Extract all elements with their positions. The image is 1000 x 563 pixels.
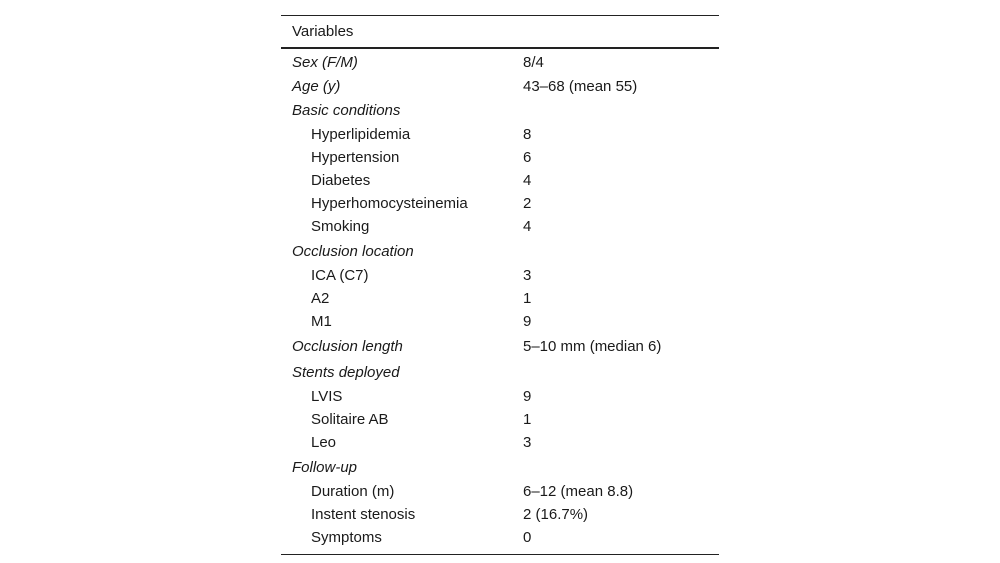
row-value: 3 xyxy=(523,267,532,284)
section-label: Follow-up xyxy=(292,459,358,476)
row-label: Occlusion length xyxy=(292,338,403,355)
section-label: Occlusion location xyxy=(292,243,414,260)
row-label: Hyperlipidemia xyxy=(311,126,411,143)
row-instent-stenosis xyxy=(281,503,719,526)
row-label: Leo xyxy=(311,434,337,451)
section-occlusion-location xyxy=(281,240,719,264)
section-label: Stents deployed xyxy=(292,364,400,381)
table-bottom-rule xyxy=(281,554,719,555)
row-value: 1 xyxy=(523,411,532,428)
row-value: 2 (16.7%) xyxy=(523,506,589,523)
row-value: 4 xyxy=(523,218,532,235)
row-leo xyxy=(281,431,719,454)
row-hypertension xyxy=(281,146,719,169)
row-solitaire xyxy=(281,408,719,431)
row-value: 8/4 xyxy=(523,54,544,71)
section-stents-deployed xyxy=(281,361,719,385)
row-value: 6–12 (mean 8.8) xyxy=(523,483,634,500)
row-m1 xyxy=(281,310,719,333)
row-value: 1 xyxy=(523,290,532,307)
header-variables: Variables xyxy=(292,23,354,40)
row-ica xyxy=(281,264,719,287)
row-label: Symptoms xyxy=(311,529,382,546)
row-label: Hypertension xyxy=(311,149,400,166)
row-a2 xyxy=(281,287,719,310)
row-value: 3 xyxy=(523,434,532,451)
row-value: 43–68 (mean 55) xyxy=(523,78,638,95)
row-symptoms xyxy=(281,526,719,549)
row-label: Instent stenosis xyxy=(311,506,416,523)
row-label: Diabetes xyxy=(311,172,371,189)
row-value: 9 xyxy=(523,313,532,330)
row-lvis xyxy=(281,385,719,408)
row-sex xyxy=(281,51,719,75)
row-age xyxy=(281,75,719,99)
row-label: Hyperhomocysteinemia xyxy=(311,195,468,212)
row-label: M1 xyxy=(311,313,332,330)
variables-table xyxy=(281,15,719,555)
row-value: 6 xyxy=(523,149,532,166)
section-follow-up xyxy=(281,456,719,480)
row-hyperlipidemia xyxy=(281,123,719,146)
row-label: A2 xyxy=(311,290,330,307)
row-label: Duration (m) xyxy=(311,483,395,500)
row-hyperhomocysteinemia xyxy=(281,192,719,215)
row-label: Age (y) xyxy=(292,78,341,95)
row-label: ICA (C7) xyxy=(311,267,369,284)
row-label: Sex (F/M) xyxy=(292,54,358,71)
row-value: 4 xyxy=(523,172,532,189)
row-occlusion-length xyxy=(281,335,719,359)
row-diabetes xyxy=(281,169,719,192)
row-value: 5–10 mm (median 6) xyxy=(523,338,662,355)
table-header xyxy=(281,16,719,47)
header-rule xyxy=(281,47,719,49)
row-duration xyxy=(281,480,719,503)
row-label: Solitaire AB xyxy=(311,411,389,428)
row-value: 8 xyxy=(523,126,532,143)
row-value: 0 xyxy=(523,529,532,546)
row-label: LVIS xyxy=(311,388,343,405)
row-value: 2 xyxy=(523,195,532,212)
row-value: 9 xyxy=(523,388,532,405)
section-label: Basic conditions xyxy=(292,102,401,119)
section-basic-conditions xyxy=(281,99,719,123)
row-smoking xyxy=(281,215,719,238)
row-label: Smoking xyxy=(311,218,370,235)
